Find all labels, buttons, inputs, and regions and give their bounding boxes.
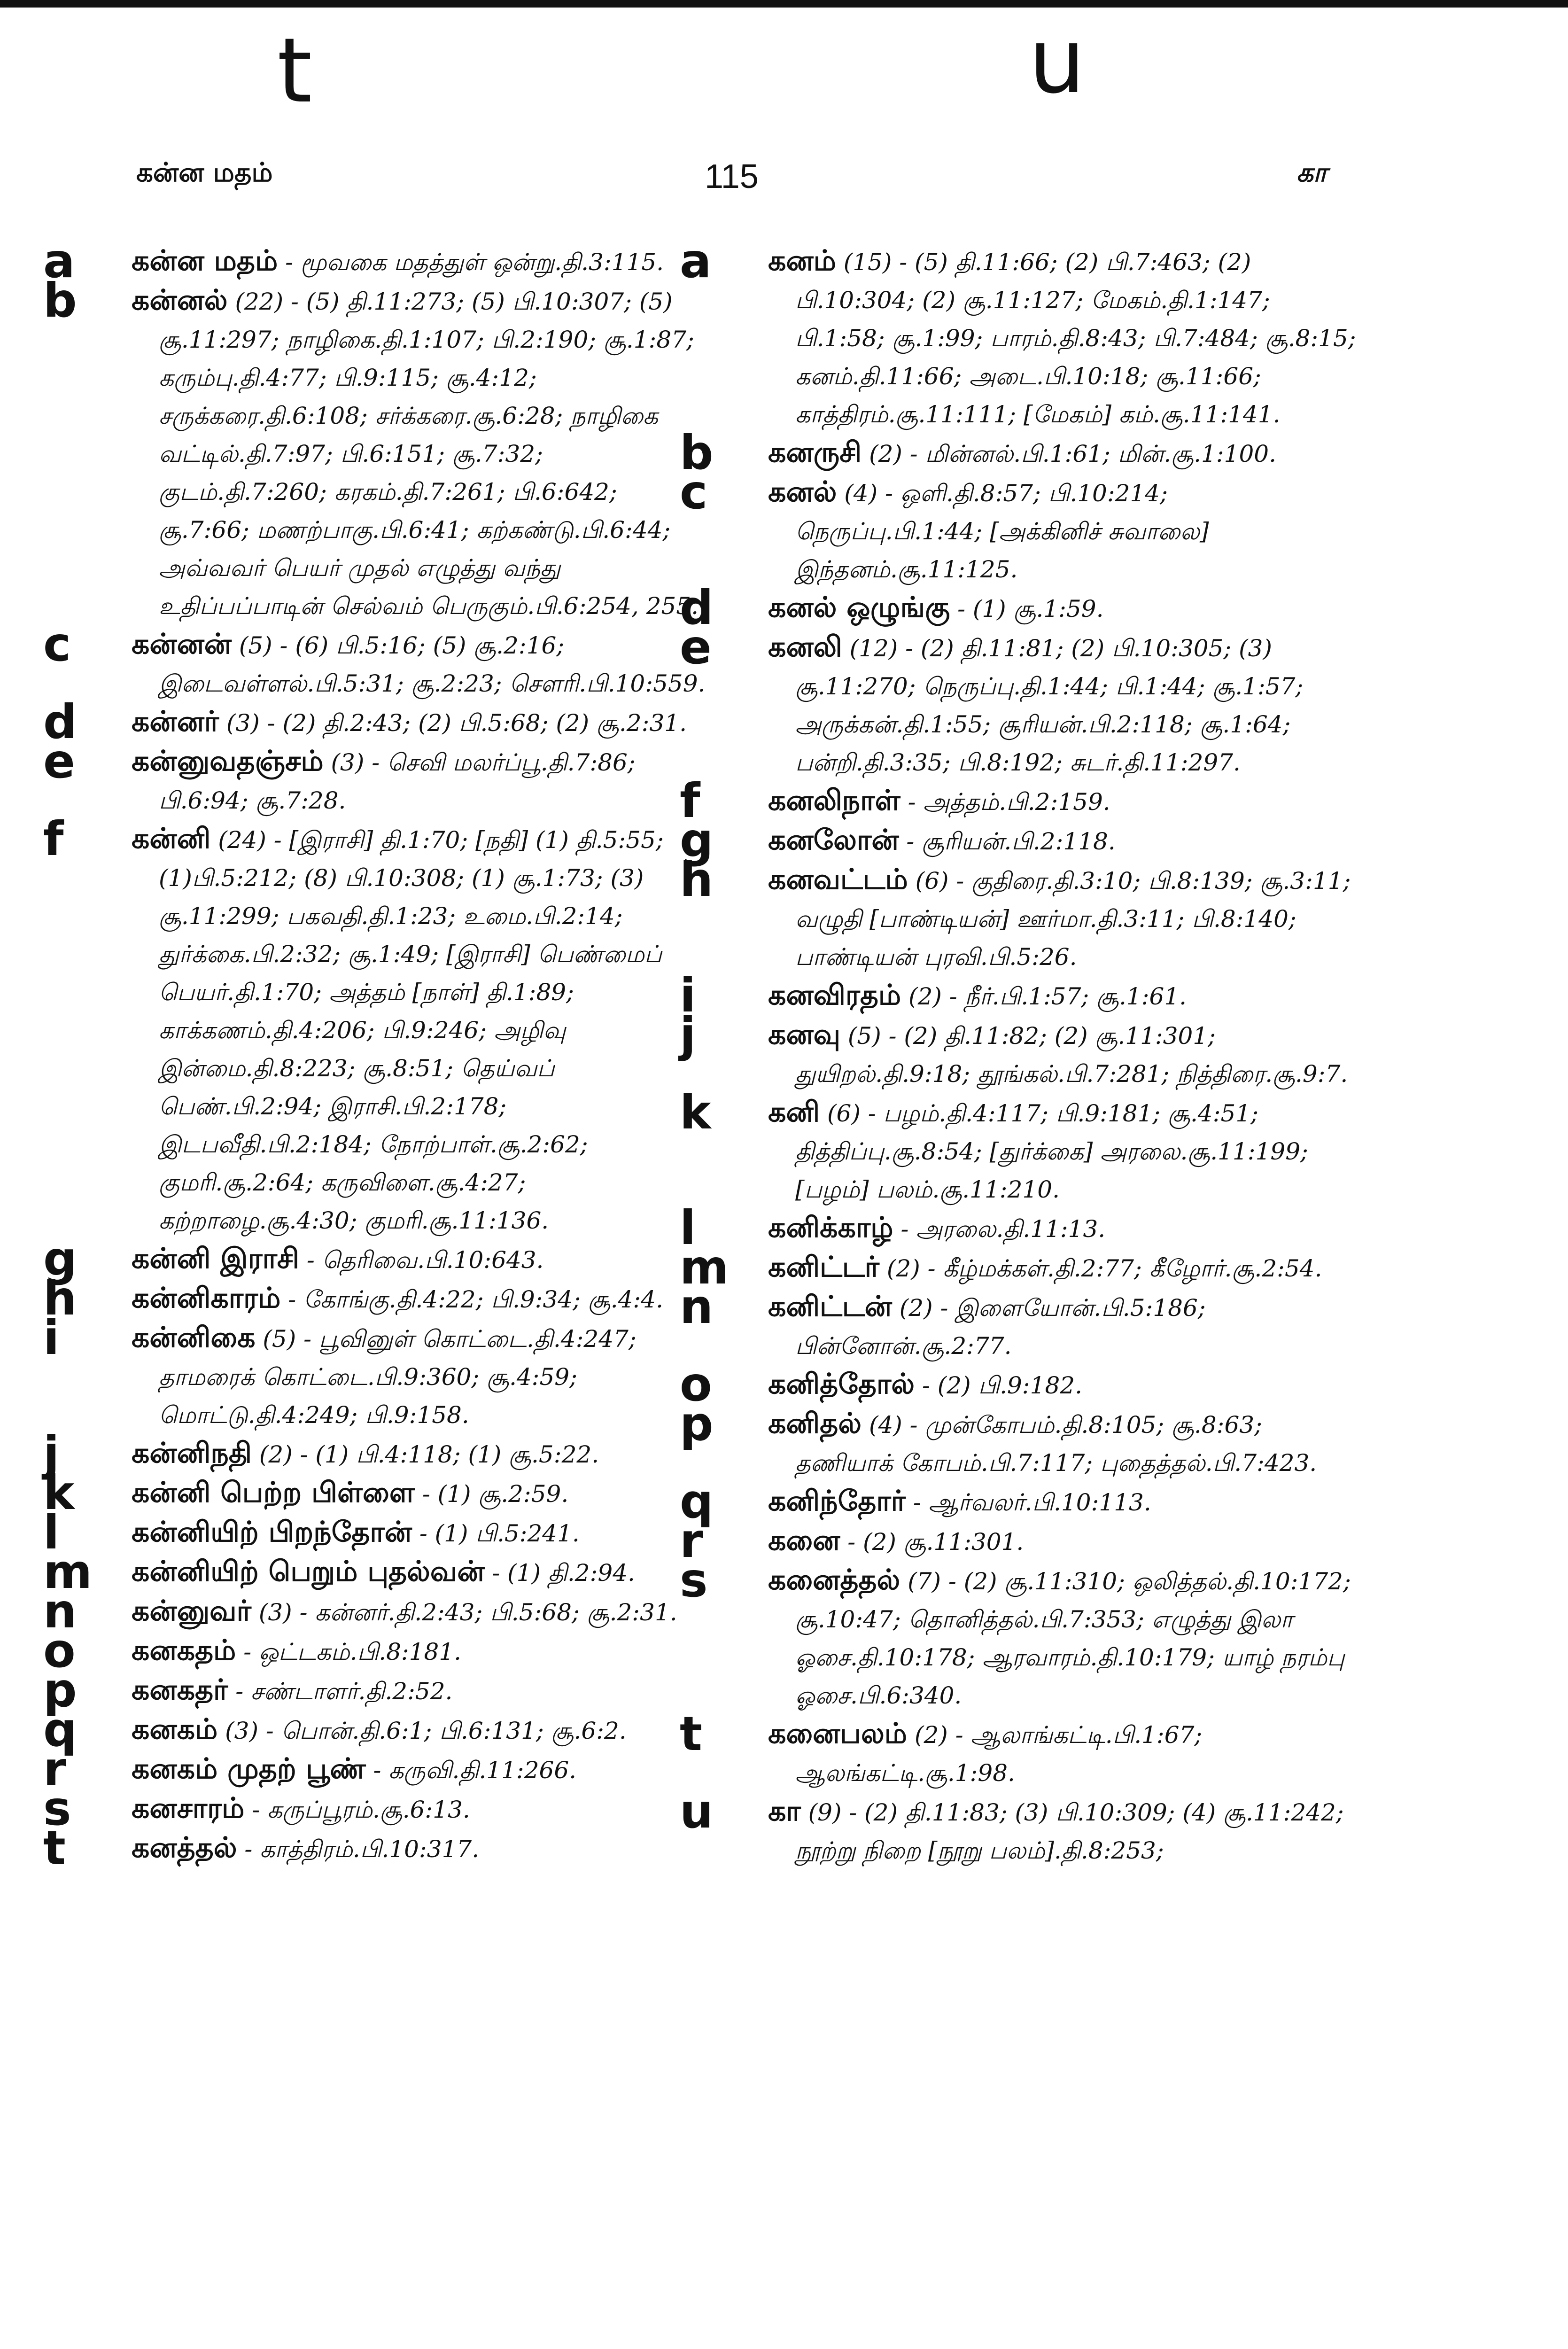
dictionary-entry: t கனத்தல் - காத்திரம்.பி.10:317.: [43, 1820, 480, 1875]
entry-definition: - தெரிவை.பி.10:643.: [299, 1246, 544, 1274]
dictionary-entry: j கனவு (5) - (2) தி.11:82; (2) சூ.11:301; துயிறல்.தி.9:18; தூங்கல்.பி.7:281; நித்திரை.சூ.9:7.: [680, 1007, 1348, 1088]
dictionary-entry: [43, 273, 714, 635]
entry-definition: - சண்டாளர்.தி.2:52.: [228, 1678, 453, 1705]
entry-headword: கன்னி: [132, 822, 211, 855]
entry-headword: கன்னல்: [132, 284, 228, 317]
handwritten-entry-marker: a: [43, 233, 75, 288]
entry-headword: கன்னி பெற்ற பிள்ளை: [132, 1476, 415, 1509]
entry-definition: (12) - (2) தி.11:81; (2) பி.10:305; (3) சூ.11:270; நெருப்பு.தி.1:44; பி.1:44; சூ.1:57; அருக்கன்.தி.1:55; சூரியன்.பி.2:118; சூ.1:64; பன்றி.தி.3:35; பி.8:192; சுடர்.தி.11:297.: [795, 635, 1304, 776]
entry-definition: (2) - ஆலாங்கட்டி.பி.1:67; ஆலங்கட்டி.சூ.1:98.: [795, 1721, 1203, 1787]
handwritten-entry-marker: h: [680, 852, 714, 907]
entry-headword: கனைத்தல்: [768, 1563, 900, 1596]
handwritten-entry-marker: q: [43, 1702, 77, 1757]
handwritten-entry-marker: d: [43, 694, 77, 749]
entry-definition: - (2) சூ.11:301.: [840, 1528, 1024, 1556]
entry-definition: - (1) தி.2:94.: [484, 1559, 635, 1587]
dictionary-entry: [43, 233, 714, 288]
handwritten-entry-marker: b: [43, 273, 77, 328]
entry-headword: கனலோன்: [768, 824, 899, 856]
dictionary-entry: [680, 580, 1360, 635]
handwritten-entry-marker: n: [43, 1584, 77, 1639]
entry-definition: - கருவி.தி.11:266.: [365, 1757, 577, 1784]
entry-definition: (2) - (1) பி.4:118; (1) சூ.5:22.: [252, 1441, 599, 1468]
entry-definition: (3) - (2) தி.2:43; (2) பி.5:68; (2) சூ.2:31.: [219, 709, 687, 737]
dictionary-entry: [680, 425, 1360, 480]
entry-definition: - அத்தம்.பி.2:159.: [900, 788, 1110, 816]
dictionary-entry: [43, 1781, 714, 1839]
entry-headword: கனவிரதம்: [768, 979, 901, 1011]
entry-definition: (3) - பொன்.தி.6:1; பி.6:131; சூ.6:2.: [217, 1717, 627, 1744]
handwritten-entry-marker: g: [43, 1231, 77, 1286]
entry-definition: (3) - கன்னர்.தி.2:43; பி.5:68; சூ.2:31.: [251, 1599, 677, 1626]
handwritten-entry-marker: e: [680, 620, 712, 675]
entry-definition: - ஆர்வலர்.பி.10:113.: [906, 1489, 1151, 1516]
entry-headword: கன்னிகை: [132, 1321, 256, 1354]
dictionary-entry: l கன்னியிற் பிறந்தோன் - (1) பி.5:241.: [43, 1505, 580, 1560]
handwritten-entry-marker: d: [680, 580, 714, 635]
dictionary-entry: [43, 617, 714, 703]
handwritten-entry-marker: k: [43, 1465, 75, 1520]
dictionary-entry: [680, 1240, 1360, 1295]
entry-headword: கன்னியிற் பெறும் புதல்வன்: [132, 1555, 485, 1588]
entry-headword: கன்னுவதஞ்சம்: [132, 745, 324, 778]
entry-headword: கனகம்: [132, 1713, 218, 1746]
dictionary-entry: [680, 1085, 1360, 1209]
entry-headword: கனருசி: [768, 436, 862, 469]
entry-headword: கன்ன மதம்: [132, 244, 278, 277]
running-head-last-word: கா: [1296, 157, 1327, 188]
dictionary-entry: [680, 620, 1360, 782]
handwritten-entry-marker: b: [680, 425, 714, 480]
handwritten-letter-t: t: [277, 19, 312, 123]
entry-definition: - கருப்பூரம்.சூ.6:13.: [244, 1796, 470, 1823]
handwritten-entry-marker: s: [43, 1781, 71, 1836]
dictionary-entry: l கனிக்காழ் - அரலை.தி.11:13.: [680, 1200, 1106, 1255]
right-column: [680, 233, 1360, 1870]
dictionary-entry: [43, 1584, 714, 1639]
entry-headword: கனத்தல்: [132, 1831, 237, 1864]
dictionary-entry: [43, 1623, 714, 1678]
entry-headword: கன்னிநதி: [132, 1437, 252, 1470]
entry-definition: (5) - பூவினுள் கொட்டை.தி.4:247; தாமரைக் கொட்டை.பி.9:360; சூ.4:59; மொட்டு.தி.4:249; பி.9:158.: [159, 1325, 637, 1429]
entry-headword: கனகம் முதற் பூண்: [132, 1752, 366, 1785]
entry-definition: - சூரியன்.பி.2:118.: [899, 828, 1116, 855]
entry-definition: - அரலை.தி.11:13.: [893, 1215, 1106, 1243]
entry-headword: கனல்: [768, 475, 837, 508]
dictionary-entry: i கன்னிகை (5) - பூவினுள் கொட்டை.தி.4:247; தாமரைக் கொட்டை.பி.9:360; சூ.4:59; மொட்டு.தி.4:249; பி.9:158.: [43, 1310, 637, 1429]
handwritten-entry-marker: p: [43, 1663, 77, 1718]
entry-headword: கனிக்காழ்: [768, 1211, 893, 1244]
dictionary-entry: [680, 1357, 1360, 1412]
entry-headword: கனிட்டன்: [768, 1290, 892, 1323]
dictionary-entry: [43, 1231, 714, 1286]
dictionary-entry: f கன்னி (24) - [இராசி] தி.1:70; [நதி] (1) தி.5:55; (1)பி.5:212; (8) பி.10:308; (1) சூ.1:73; (3) சூ.11:299; பகவதி.தி.1:23; உமை.பி.2:14; துர்க்கை.பி.2:32; சூ.1:49; [இராசி] பெண்மைப் பெயர்.தி.1:70; அத்தம் [நாள்] தி.1:89; காக்கணம்.தி.4:206; பி.9:246; அழிவு இன்மை.தி.8:223; சூ.8:51; தெய்வப் பெண்.பி.2:94; இராசி.பி.2:178; இடபவீதி.பி.2:184; நோற்பாள்.சூ.2:62; குமரி.சூ.2:64; கருவிளை.சூ.4:27; கற்றாழை.சூ.4:30; குமரி.சூ.11:136.: [43, 811, 664, 1234]
entry-headword: கனசாரம்: [132, 1792, 245, 1825]
entry-headword: கனவட்டம்: [768, 863, 908, 896]
handwritten-entry-marker: c: [43, 617, 71, 672]
entry-definition: - கோங்கு.தி.4:22; பி.9:34; சூ.4:4.: [280, 1286, 663, 1313]
handwritten-entry-marker: g: [680, 813, 714, 868]
dictionary-entry: [43, 1663, 714, 1718]
entry-definition: (2) - மின்னல்.பி.1:61; மின்.சூ.1:100.: [862, 440, 1277, 467]
entry-headword: கா: [768, 1795, 801, 1828]
dictionary-entry: [43, 694, 714, 749]
handwritten-entry-marker: o: [43, 1623, 76, 1678]
entry-definition: (24) - [இராசி] தி.1:70; [நதி] (1) தி.5:55; (1)பி.5:212; (8) பி.10:308; (1) சூ.1:73; (3) சூ.11:299; பகவதி.தி.1:23; உமை.பி.2:14; துர்க்கை.பி.2:32; சூ.1:49; [இராசி] பெண்மைப் பெயர்.தி.1:70; அத்தம் [நாள்] தி.1:89; காக்கணம்.தி.4:206; பி.9:246; அழிவு இன்மை.தி.8:223; சூ.8:51; தெய்வப் பெண்.பி.2:94; இராசி.பி.2:178; இடபவீதி.பி.2:184; நோற்பாள்.சூ.2:62; குமரி.சூ.2:64; கருவிளை.சூ.4:27; கற்றாழை.சூ.4:30; குமரி.சூ.11:136.: [159, 826, 664, 1234]
entry-definition: (5) - (2) தி.11:82; (2) சூ.11:301; துயிறல்.தி.9:18; தூங்கல்.பி.7:281; நித்திரை.சூ.9:7.: [795, 1022, 1348, 1088]
handwritten-entry-marker: q: [680, 1474, 714, 1529]
handwritten-entry-marker: h: [43, 1271, 77, 1326]
dictionary-entry: [680, 813, 1360, 868]
entry-definition: (2) - இளையோன்.பி.5:186; பின்னோன்.சூ.2:77.: [795, 1294, 1206, 1360]
running-head-first-word: கன்ன மதம்: [136, 157, 273, 188]
dictionary-entry: [680, 233, 1360, 434]
handwritten-entry-marker: e: [43, 734, 75, 789]
handwritten-entry-marker: m: [43, 1544, 93, 1599]
dictionary-entry: [680, 852, 1360, 976]
handwritten-entry-marker: p: [680, 1396, 714, 1451]
handwritten-letter-u: u: [1029, 9, 1086, 113]
entry-headword: கனித்தோல்: [768, 1368, 915, 1400]
dictionary-entry: [43, 734, 714, 820]
entry-definition: (7) - (2) சூ.11:310; ஒலித்தல்.தி.10:172; சூ.10:47; தொனித்தல்.பி.7:353; எழுத்து இலா ஓசை.தி.10:178; ஆரவாரம்.தி.10:179; யாழ் நரம்பு ஓசை.பி.6:340.: [795, 1568, 1351, 1709]
dictionary-entry: [680, 1474, 1360, 1529]
entry-headword: கனை: [768, 1524, 840, 1557]
entry-definition: - (1) சூ.2:59.: [414, 1480, 569, 1508]
entry-definition: (6) - குதிரை.தி.3:10; பி.8:139; சூ.3:11; வழுதி [பாண்டியன்] ஊர்மா.தி.3:11; பி.8:140; பாண்டியன் புரவி.பி.5:26.: [795, 867, 1351, 971]
entry-definition: (2) - நீர்.பி.1:57; சூ.1:61.: [901, 983, 1187, 1010]
dictionary-entry: [680, 1396, 1360, 1482]
entry-definition: (9) - (2) தி.11:83; (3) பி.10:309; (4) சூ.11:242; நூற்று நிறை [நூறு பலம்].தி.8:253;: [795, 1799, 1344, 1864]
entry-headword: கன்னர்: [132, 705, 219, 738]
dictionary-entry: j கன்னிநதி (2) - (1) பி.4:118; (1) சூ.5:22.: [43, 1426, 599, 1481]
entry-headword: கனி: [768, 1096, 820, 1128]
dictionary-entry: [680, 1279, 1360, 1365]
entry-headword: கன்னியிற் பிறந்தோன்: [132, 1516, 412, 1548]
entry-headword: கன்னுவர்: [132, 1595, 251, 1627]
left-column: [43, 233, 714, 1875]
entry-definition: - ஒட்டகம்.பி.8:181.: [236, 1638, 462, 1665]
entry-headword: கனலிநாள்: [768, 784, 900, 817]
entry-definition: (6) - பழம்.தி.4:117; பி.9:181; சூ.4:51; தித்திப்பு.சூ.8:54; [துர்க்கை] அரலை.சூ.11:199; [பழம்] பலம்.சூ.11:210.: [795, 1100, 1308, 1203]
entry-definition: - காத்திரம்.பி.10:317.: [237, 1836, 480, 1863]
entry-headword: கனகதர்: [132, 1673, 228, 1706]
dictionary-entry: r கனகம் முதற் பூண் - கருவி.தி.11:266.: [43, 1742, 577, 1797]
entry-definition: (4) - ஒளி.தி.8:57; பி.10:214; நெருப்பு.பி.1:44; [அக்கினிச் சுவாலை] இந்தனம்.சூ.11:125.: [795, 480, 1209, 583]
entry-headword: கனலி: [768, 630, 842, 663]
dictionary-entry: r கனை - (2) சூ.11:301.: [680, 1513, 1024, 1568]
entry-definition: (15) - (5) தி.11:66; (2) பி.7:463; (2) பி.10:304; (2) சூ.11:127; மேகம்.தி.1:147; பி.1:58; சூ.1:99; பாரம்.தி.8:43; பி.7:484; சூ.8:15; கனம்.தி.11:66; அடை.பி.10:18; சூ.11:66; காத்திரம்.சூ.11:111; [மேகம்] கம்.சூ.11:141.: [795, 249, 1356, 428]
dictionary-entry: f கனலிநாள் - அத்தம்.பி.2:159.: [680, 773, 1110, 828]
entry-definition: (2) - கீழ்மக்கள்.தி.2:77; கீழோர்.சூ.2:54.: [879, 1255, 1322, 1282]
handwritten-entry-marker: n: [680, 1279, 714, 1334]
entry-headword: கனவு: [768, 1018, 840, 1051]
handwritten-entry-marker: k: [680, 1085, 711, 1140]
dictionary-entry: [680, 1553, 1360, 1715]
entry-definition: (5) - (6) பி.5:16; (5) சூ.2:16; இடைவள்ளல்.பி.5:31; சூ.2:23; சௌரி.பி.10:559.: [159, 632, 706, 697]
entry-definition: - (1) பி.5:241.: [411, 1520, 580, 1547]
entry-headword: கனல் ஒழுங்கு: [768, 591, 950, 624]
handwritten-entry-marker: s: [680, 1553, 708, 1608]
page-number: 115: [705, 158, 759, 195]
handwritten-entry-marker: m: [680, 1240, 729, 1295]
handwritten-entry-marker: a: [680, 233, 712, 288]
entry-headword: கனைபலம்: [768, 1717, 908, 1750]
entry-headword: கனம்: [768, 244, 836, 277]
dictionary-entry: [680, 1784, 1360, 1870]
entry-definition: (3) - செவி மலர்ப்பூ.தி.7:86; பி.6:94; சூ.7:28.: [159, 749, 636, 814]
dictionary-entry: [43, 1544, 714, 1599]
entry-definition: (4) - முன்கோபம்.தி.8:105; சூ.8:63; தணியாக் கோபம்.பி.7:117; புதைத்தல்.பி.7:423.: [795, 1411, 1317, 1477]
entry-definition: - மூவகை மதத்துள் ஒன்று.தி.3:115.: [278, 249, 664, 276]
entry-definition: - (1) சூ.1:59.: [950, 595, 1104, 622]
handwritten-entry-marker: o: [680, 1357, 712, 1412]
dictionary-entry: t கனைபலம் (2) - ஆலாங்கட்டி.பி.1:67; ஆலங்கட்டி.சூ.1:98.: [680, 1706, 1203, 1787]
entry-headword: கனிட்டர்: [768, 1251, 880, 1283]
entry-headword: கனிந்தோர்: [768, 1485, 906, 1517]
entry-headword: கனகதம்: [132, 1634, 236, 1667]
entry-headword: கன்னி இராசி: [132, 1242, 299, 1275]
entry-headword: கனிதல்: [768, 1407, 862, 1440]
dictionary-entry: [43, 1271, 714, 1326]
handwritten-entry-marker: c: [680, 465, 708, 520]
dictionary-entry: i கனவிரதம் (2) - நீர்.பி.1:57; சூ.1:61.: [680, 968, 1187, 1023]
page-top-border: [0, 0, 1568, 8]
dictionary-entry: [43, 1702, 714, 1757]
dictionary-entry: [43, 1465, 714, 1520]
entry-definition: - (2) பி.9:182.: [915, 1372, 1082, 1399]
entry-definition: (22) - (5) தி.11:273; (5) பி.10:307; (5) சூ.11:297; நாழிகை.தி.1:107; பி.2:190; சூ.1:87; கரும்பு.தி.4:77; பி.9:115; சூ.4:12; சருக்கரை.தி.6:108; சர்க்கரை.சூ.6:28; நாழிகை வட்டில்.தி.7:97; பி.6:151; சூ.7:32; குடம்.தி.7:260; கரகம்.தி.7:261; பி.6:642; சூ.7:66; மணற்பாகு.பி.6:41; கற்கண்டு.பி.6:44; அவ்வவர் பெயர் முதல் எழுத்து வந்து உதிப்பப்பாடின் செல்வம் பெருகும்.பி.6:254, 255.: [159, 288, 699, 620]
dictionary-entry: [680, 465, 1360, 589]
entry-headword: கன்னிகாரம்: [132, 1282, 281, 1315]
entry-headword: கன்னன்: [132, 628, 232, 661]
handwritten-entry-marker: u: [680, 1784, 714, 1839]
